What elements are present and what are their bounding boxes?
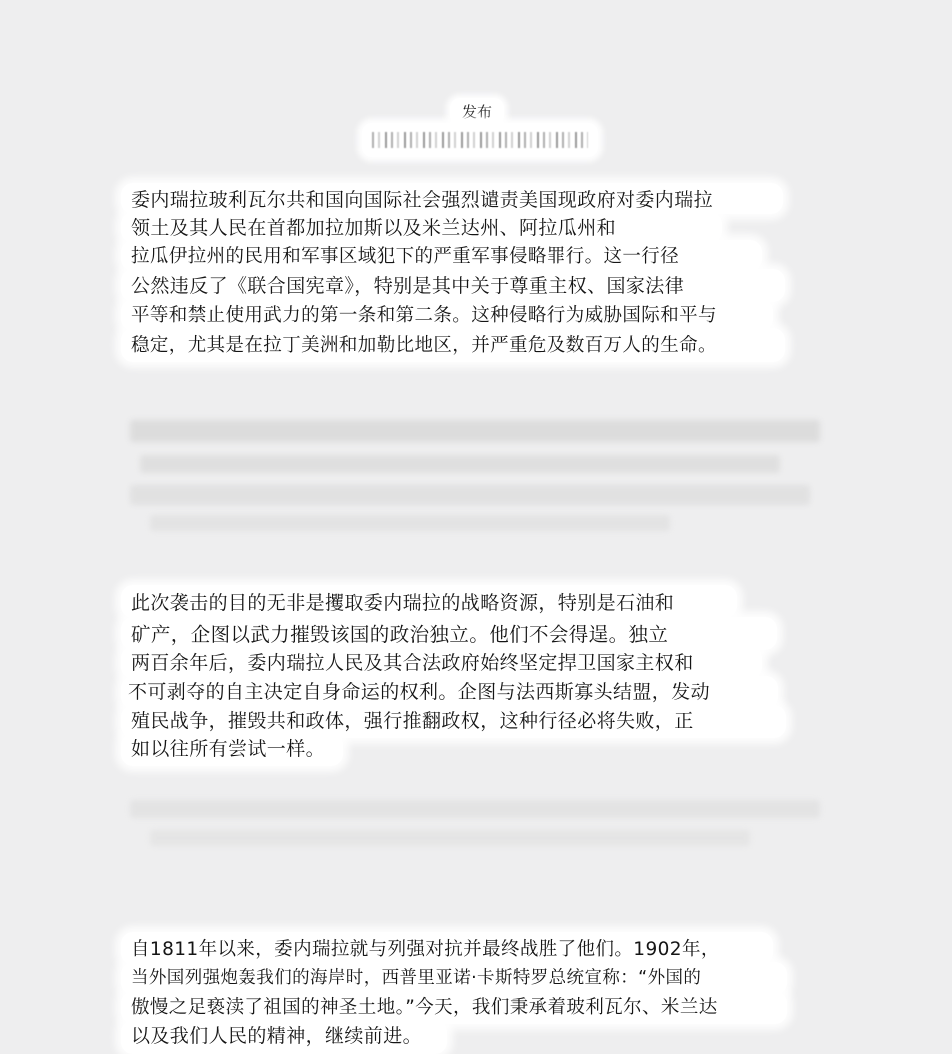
paragraph-line: 以及我们人民的精神，继续前进。 <box>131 1025 423 1047</box>
paragraph-line: 如以往所有尝试一样。 <box>131 738 326 760</box>
paragraph-line: 矿产，企图以武力摧毁该国的政治独立。他们不会得逞。独立 <box>131 623 669 646</box>
redacted-subtitle <box>362 123 598 157</box>
paragraph-line: 当外国列强炮轰我们的海岸时，西普里亚诺·卡斯特罗总统宣称：“外国的 <box>131 968 702 988</box>
paragraph-line: 领土及其人民在首都加拉加斯以及米兰达州、阿拉瓜州和 <box>131 217 617 239</box>
paragraph-line: 公然违反了《联合国宪章》，特别是其中关于尊重主权、国家法律 <box>131 275 685 297</box>
background-blur <box>150 830 750 846</box>
paragraph-line: 傲慢之足亵渎了祖国的神圣土地。”今天，我们秉承着玻利瓦尔、米兰达 <box>131 997 718 1018</box>
paragraph-line: 此次袭击的目的无非是攫取委内瑞拉的战略资源，特别是石油和 <box>131 592 675 614</box>
paragraph-line: 不可剥夺的自主决定自身命运的权利。企图与法西斯寡头结盟，发动 <box>128 681 711 703</box>
background-blur <box>150 515 670 531</box>
paragraph-line: 平等和禁止使用武力的第一条和第二条。这种侵略行为威胁国际和平与 <box>131 305 717 326</box>
background-blur <box>130 420 820 442</box>
background-blur <box>130 485 810 505</box>
background-blur <box>140 455 780 473</box>
paragraph-line: 拉瓜伊拉州的民用和军事区域犯下的严重军事侵略罪行。这一行径 <box>131 246 680 267</box>
background-blur <box>130 800 820 818</box>
paragraph-line: 殖民战争，摧毁共和政体，强行推翻政权，这种行径必将失败，正 <box>131 710 694 732</box>
paragraph-line: 委内瑞拉玻利瓦尔共和国向国际社会强烈谴责美国现政府对委内瑞拉 <box>131 189 714 211</box>
paragraph-line: 自1811年以来，委内瑞拉就与列强对抗并最终战胜了他们。1902年， <box>131 939 720 960</box>
paragraph-line: 稳定，尤其是在拉丁美洲和加勒比地区，并严重危及数百万人的生命。 <box>131 335 717 356</box>
paragraph-line: 两百余年后，委内瑞拉人民及其合法政府始终坚定捍卫国家主权和 <box>131 652 694 674</box>
page-title: 发布 <box>450 98 504 126</box>
